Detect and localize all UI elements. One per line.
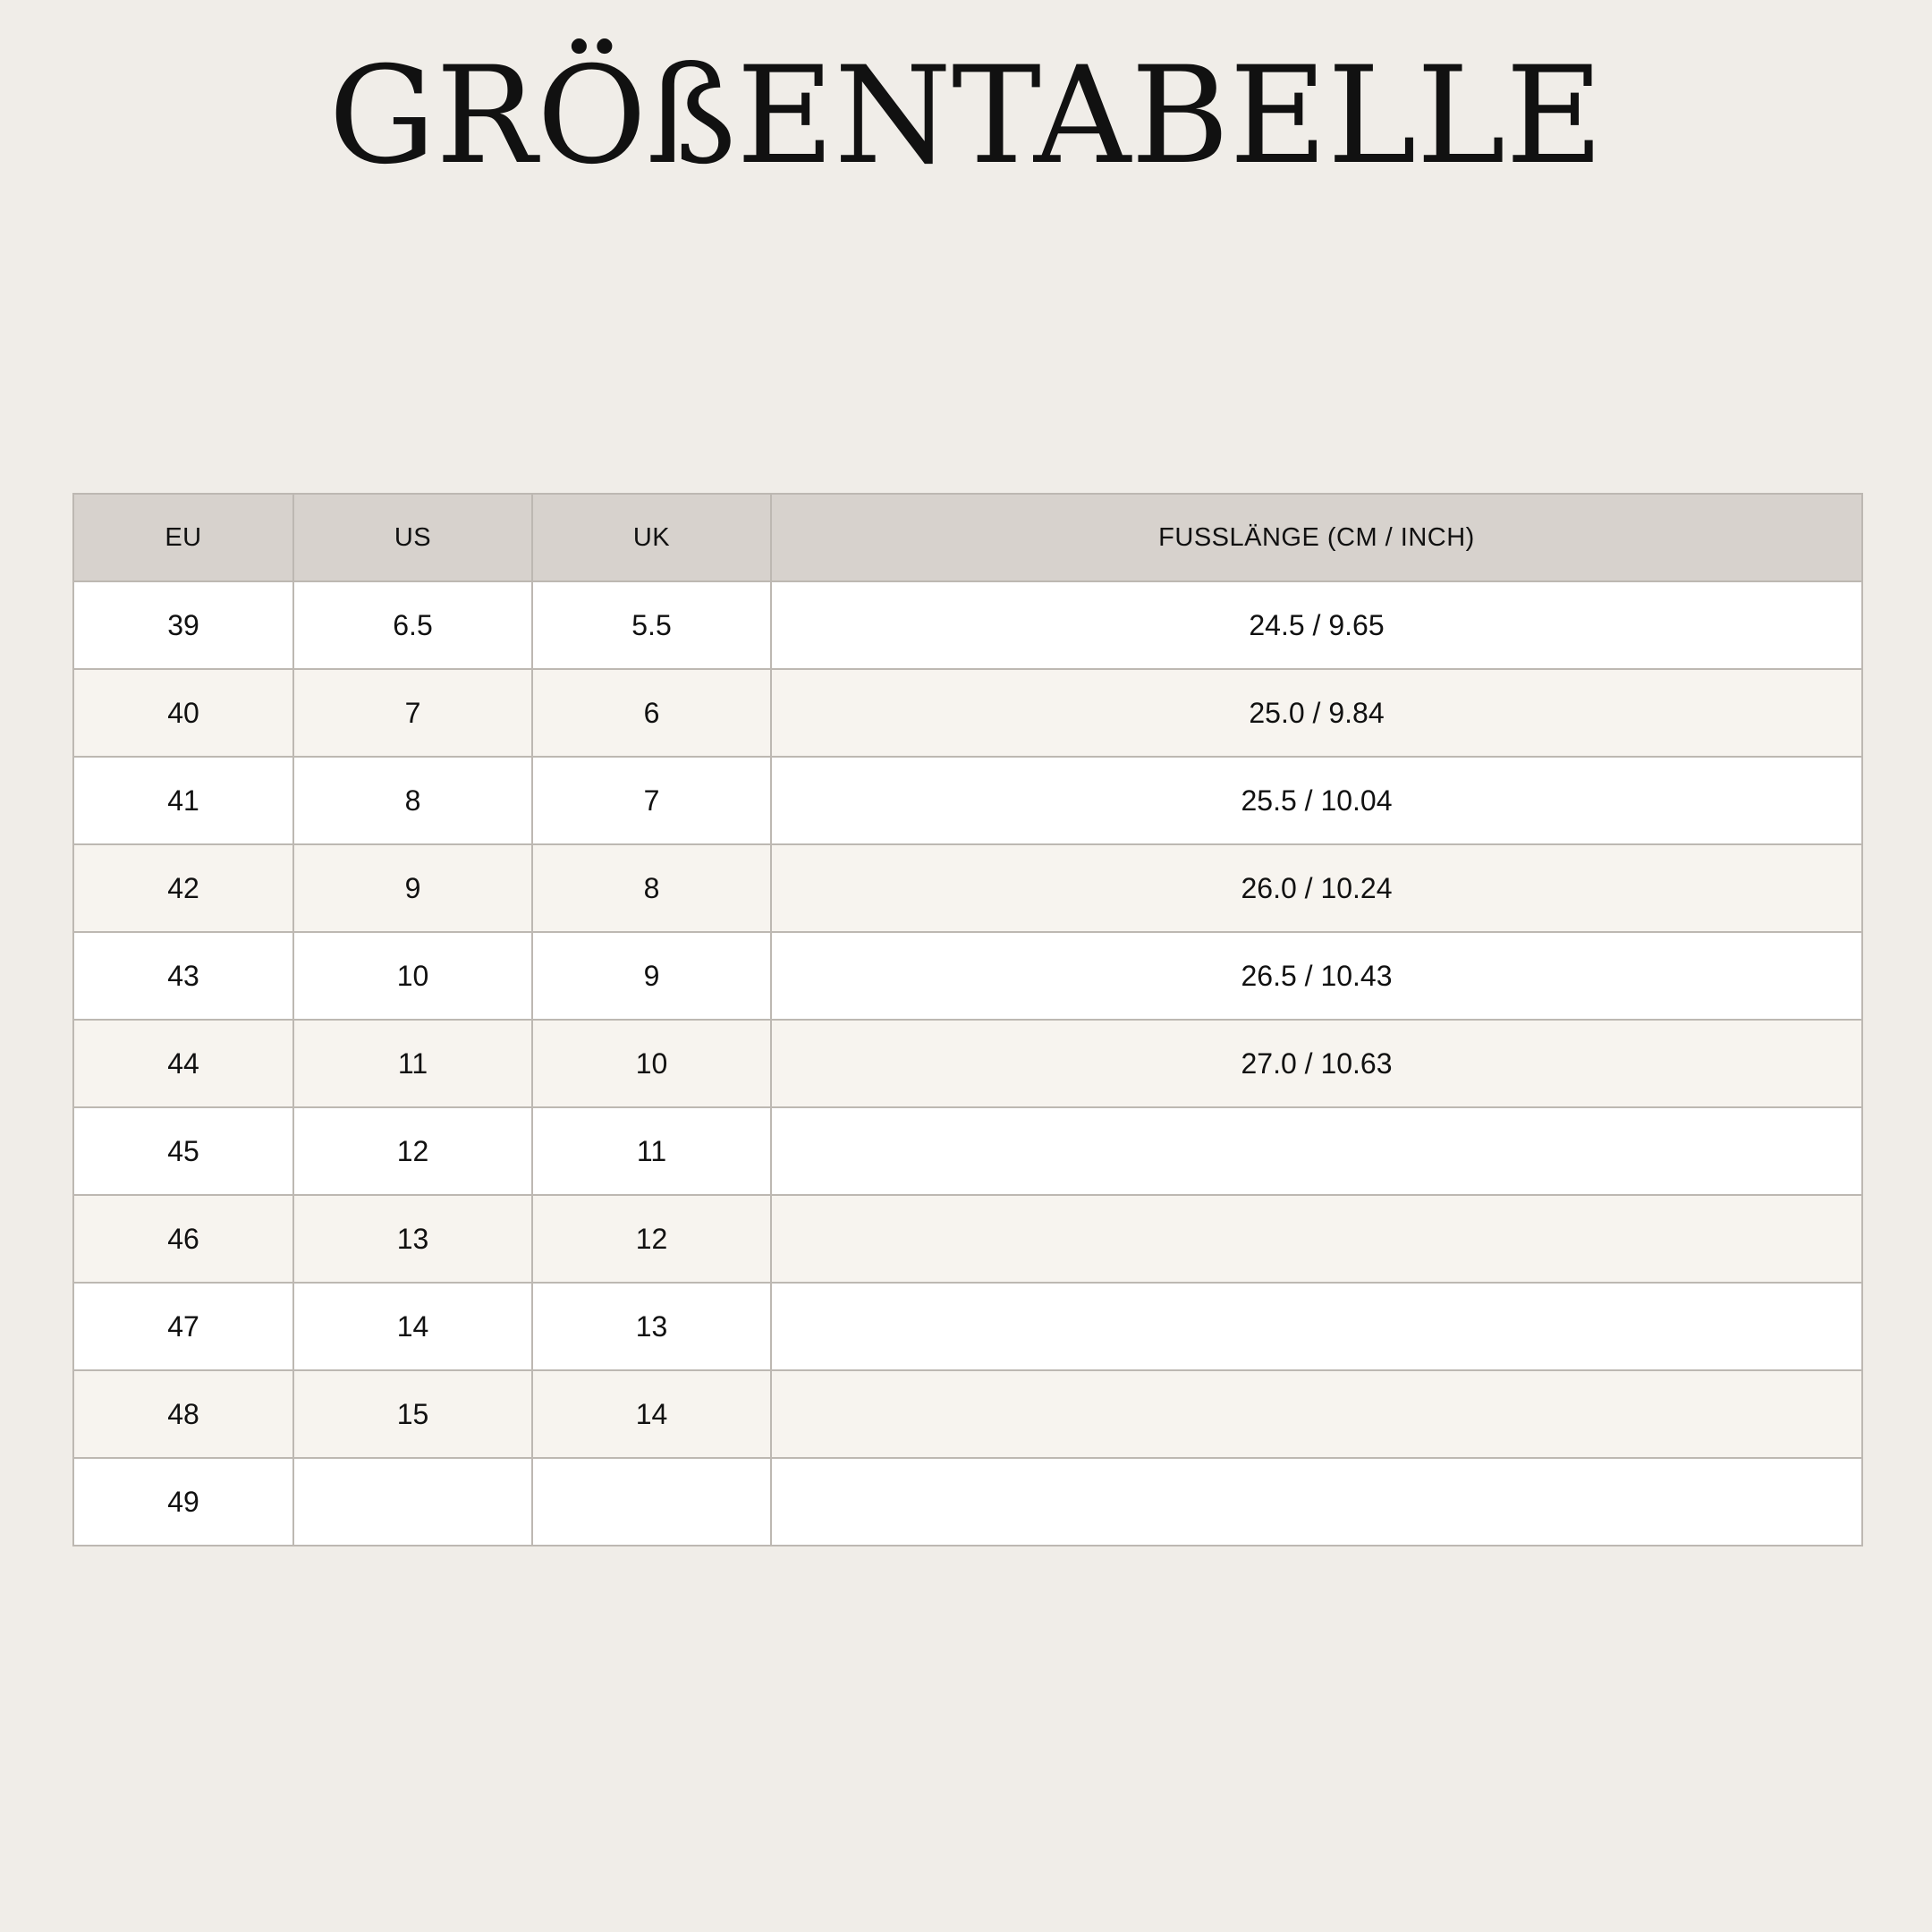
cell-uk: 12 bbox=[532, 1195, 771, 1283]
cell-foot-length bbox=[771, 1107, 1862, 1195]
cell-us bbox=[293, 1458, 532, 1546]
cell-foot-length bbox=[771, 1458, 1862, 1546]
cell-foot-length: 25.5 / 10.04 bbox=[771, 757, 1862, 844]
table-row bbox=[73, 1107, 1862, 1195]
cell-foot-length bbox=[771, 1283, 1862, 1370]
header-eu: EU bbox=[73, 494, 293, 581]
cell-us: 8 bbox=[293, 757, 532, 844]
cell-uk bbox=[532, 1458, 771, 1546]
table-row bbox=[73, 669, 1862, 757]
cell-us: 9 bbox=[293, 844, 532, 932]
cell-uk: 9 bbox=[532, 932, 771, 1020]
size-chart-table bbox=[72, 493, 1863, 1546]
table-header-row bbox=[73, 494, 1862, 581]
cell-uk: 11 bbox=[532, 1107, 771, 1195]
cell-eu: 44 bbox=[73, 1020, 293, 1107]
header-uk: UK bbox=[532, 494, 771, 581]
table-row bbox=[73, 1195, 1862, 1283]
cell-eu: 47 bbox=[73, 1283, 293, 1370]
cell-uk: 8 bbox=[532, 844, 771, 932]
cell-eu: 42 bbox=[73, 844, 293, 932]
cell-eu: 40 bbox=[73, 669, 293, 757]
table-row bbox=[73, 932, 1862, 1020]
cell-us: 7 bbox=[293, 669, 532, 757]
cell-eu: 48 bbox=[73, 1370, 293, 1458]
cell-us: 14 bbox=[293, 1283, 532, 1370]
table-row bbox=[73, 1458, 1862, 1546]
cell-us: 11 bbox=[293, 1020, 532, 1107]
header-foot-length: FUSSLÄNGE (CM / INCH) bbox=[771, 494, 1862, 581]
cell-foot-length bbox=[771, 1195, 1862, 1283]
cell-us: 15 bbox=[293, 1370, 532, 1458]
cell-us: 10 bbox=[293, 932, 532, 1020]
table-row bbox=[73, 844, 1862, 932]
cell-uk: 5.5 bbox=[532, 581, 771, 669]
cell-foot-length: 27.0 / 10.63 bbox=[771, 1020, 1862, 1107]
cell-uk: 14 bbox=[532, 1370, 771, 1458]
cell-foot-length: 26.0 / 10.24 bbox=[771, 844, 1862, 932]
cell-eu: 39 bbox=[73, 581, 293, 669]
cell-uk: 13 bbox=[532, 1283, 771, 1370]
cell-eu: 43 bbox=[73, 932, 293, 1020]
cell-us: 6.5 bbox=[293, 581, 532, 669]
table-row bbox=[73, 1283, 1862, 1370]
cell-foot-length: 25.0 / 9.84 bbox=[771, 669, 1862, 757]
cell-foot-length: 26.5 / 10.43 bbox=[771, 932, 1862, 1020]
cell-eu: 49 bbox=[73, 1458, 293, 1546]
cell-us: 13 bbox=[293, 1195, 532, 1283]
table-row bbox=[73, 1370, 1862, 1458]
table-row bbox=[73, 757, 1862, 844]
cell-eu: 45 bbox=[73, 1107, 293, 1195]
cell-uk: 10 bbox=[532, 1020, 771, 1107]
cell-eu: 41 bbox=[73, 757, 293, 844]
cell-uk: 7 bbox=[532, 757, 771, 844]
cell-eu: 46 bbox=[73, 1195, 293, 1283]
table-row bbox=[73, 581, 1862, 669]
cell-uk: 6 bbox=[532, 669, 771, 757]
page-title: GRÖßENTABELLE bbox=[328, 38, 1604, 194]
cell-foot-length: 24.5 / 9.65 bbox=[771, 581, 1862, 669]
header-us: US bbox=[293, 494, 532, 581]
cell-foot-length bbox=[771, 1370, 1862, 1458]
table-row bbox=[73, 1020, 1862, 1107]
cell-us: 12 bbox=[293, 1107, 532, 1195]
